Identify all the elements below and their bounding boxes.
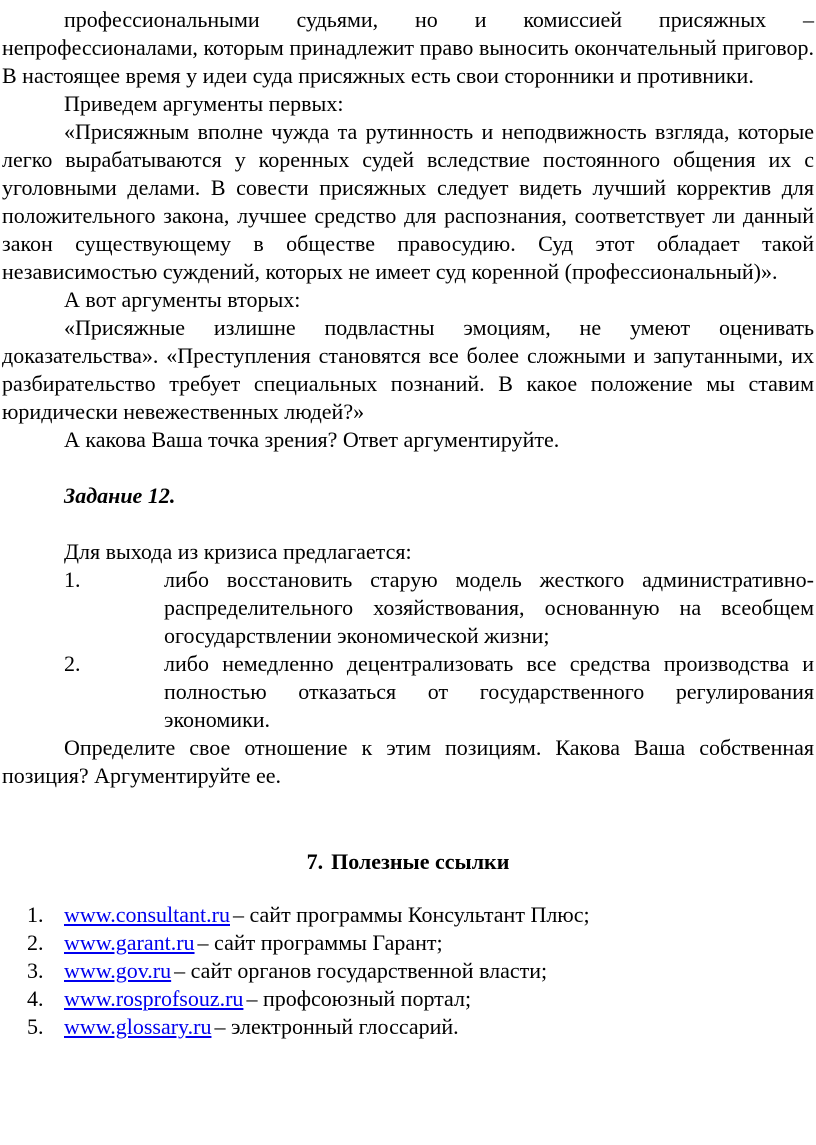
link-list-item — [2, 929, 814, 957]
link-description: – сайт программы Гарант; — [197, 930, 443, 955]
paragraph: А какова Ваша точка зрения? Ответ аргументируйте. — [64, 427, 560, 452]
link-number: 1. — [27, 902, 44, 927]
paragraph: «Присяжным вполне чужда та рутинность и неподвижность взгляда, которые легко вырабатываются у коренных судей вследствие постоянного общения их с уголовными делами. В совести присяжных следует видеть лучший корректив для положительного закона, лучшее средство для распознания, соответствует ли данный закон существующему в обществе правосудию. Суд этот обладает такой независимостью суждений, которых не имеет суд коренной (профессиональный)». — [2, 119, 814, 284]
list-item-number: 2. — [64, 651, 81, 676]
hyperlink-glossary[interactable]: www.glossary.ru — [64, 1014, 212, 1039]
task-outro: Определите свое отношение к этим позициям. Какова Ваша собственная позиция? Аргументируйте ее. — [2, 735, 814, 788]
link-description: – сайт программы Консультант Плюс; — [233, 902, 590, 927]
hyperlink-garant[interactable]: www.garant.ru — [64, 930, 195, 955]
link-list-item — [2, 1013, 814, 1041]
list-item — [64, 650, 814, 734]
task-intro: Для выхода из кризиса предлагается: — [64, 539, 412, 564]
list-item — [64, 566, 814, 650]
hyperlink-gov[interactable]: www.gov.ru — [64, 958, 172, 983]
paragraph: Приведем аргументы первых: — [64, 91, 344, 116]
task-heading: Задание 12. — [64, 483, 176, 508]
links-heading-label: Полезные ссылки — [331, 849, 510, 874]
paragraph: профессиональными судьями, но и комиссией присяжных – непрофессионалами, которым принадлежит право выносить окончательный приговор. В настоящее время у идеи суда присяжных есть свои сторонники и противники. — [2, 7, 814, 88]
link-list-item — [2, 985, 814, 1013]
link-number: 5. — [27, 1014, 44, 1039]
links-section-heading — [2, 848, 814, 876]
hyperlink-rosprofsouz[interactable]: www.rosprofsouz.ru — [64, 986, 244, 1011]
hyperlink-consultant[interactable]: www.consultant.ru — [64, 902, 230, 927]
paragraph: «Присяжные излишне подвластны эмоциям, не умеют оценивать доказательства». «Преступления становятся все более сложными и запутанными, их разбирательство требует специальных познаний. В какое положение мы ставим юридически невежественных людей?» — [2, 315, 814, 424]
link-list-item — [2, 957, 814, 985]
list-item-text: либо немедленно децентрализовать все средства производства и полностью отказаться от государственного регулирования экономики. — [164, 651, 814, 732]
list-item-text: либо восстановить старую модель жесткого административно-распределительного хозяйствования, основанную на всеобщем огосударствлении экономической жизни; — [164, 567, 814, 648]
link-number: 4. — [27, 986, 44, 1011]
link-description: – сайт органов государственной власти; — [174, 958, 548, 983]
paragraph: А вот аргументы вторых: — [64, 287, 301, 312]
link-description: – профсоюзный портал; — [246, 986, 472, 1011]
link-list-item — [2, 901, 814, 929]
link-number: 3. — [27, 958, 44, 983]
list-item-number: 1. — [64, 567, 81, 592]
links-heading-number: 7. — [306, 849, 324, 874]
link-number: 2. — [27, 930, 44, 955]
link-description: – электронный глоссарий. — [214, 1014, 459, 1039]
